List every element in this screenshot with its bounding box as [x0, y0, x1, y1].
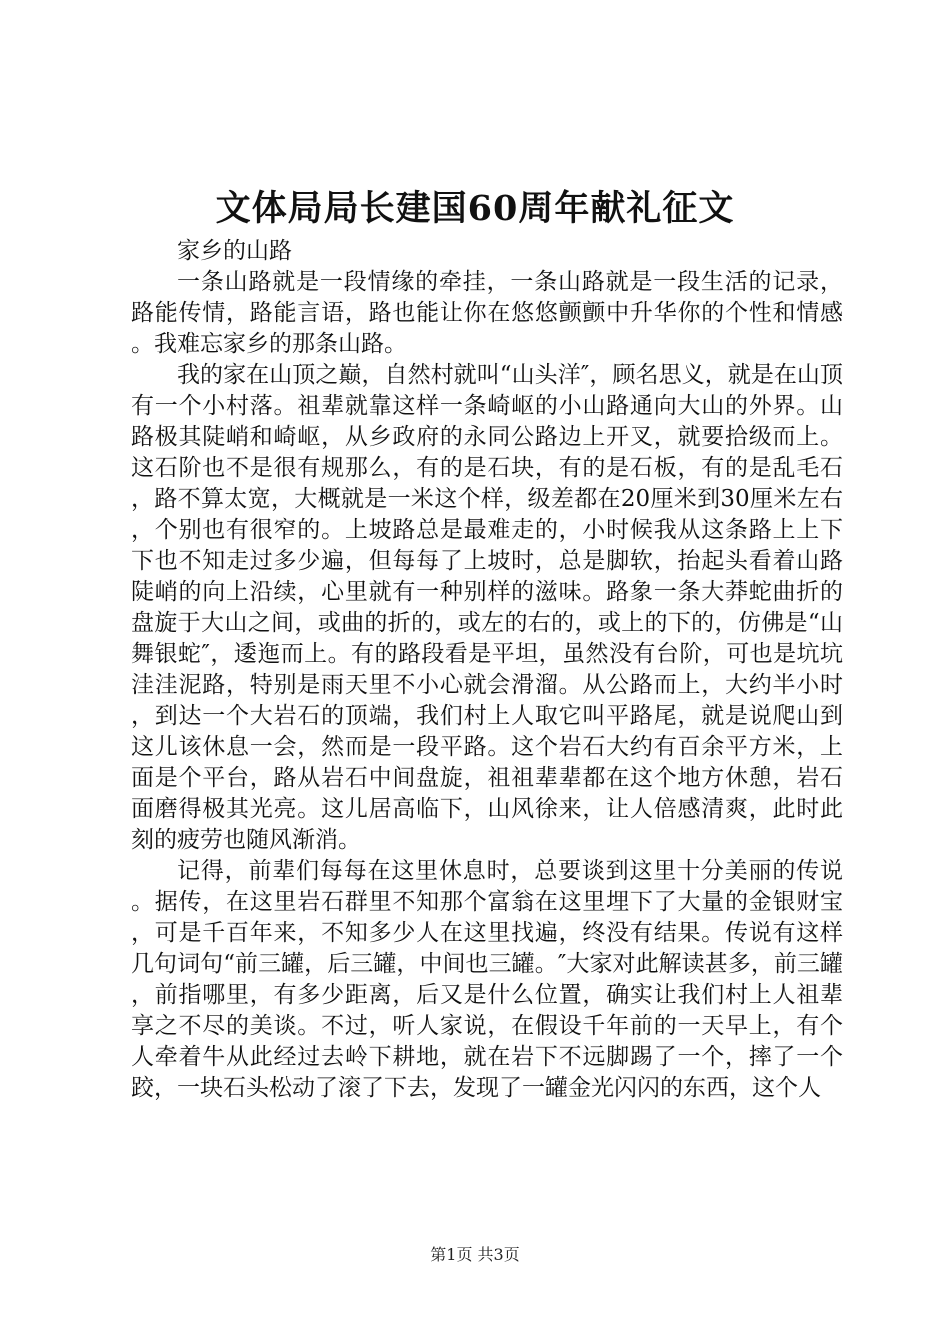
- paragraph: 我的家在山顶之巅，自然村就叫“山头洋″，顾名思义，就是在山顶有一个小村落。祖辈就靠这样一条崎岖的小山路通向大山的外界。山路极其陡峭和崎岖，从乡政府的永同公路边上开叉，就要拾级而上。这石阶也不是很有规那么，有的是石块，有的是石板，有的是乱毛石，路不算太宽，大概就是一米这个样，级差都在20厘米到30厘米左右，个别也有很窄的。上坡路总是最难走的，小时候我从这条路上上下下也不知走过多少遍，但每每了上坡时，总是脚软，抬起头看着山路陡峭的向上沿续，心里就有一种别样的滋味。路象一条大莽蛇曲折的盘旋于大山之间，或曲的折的，或左的右的，或上的下的，仿佛是“山舞银蛇″，逶迤而上。有的路段看是平坦，虽然没有台阶，可也是坑坑洼洼泥路，特别是雨天里不小心就会滑溜。从公路而上，大约半小时，到达一个大岩石的顶端，我们村上人取它叫平路尾，就是说爬山到这儿该休息一会，然而是一段平路。这个岩石大约有百余平方米，上面是个平台，路从岩石中间盘旋，祖祖辈辈都在这个地方休憩，岩石面磨得极其光亮。这儿居高临下，山风徐来，让人倍感清爽，此时此刻的疲劳也随风渐消。: [131, 362, 843, 853]
- document-body: [131, 236, 843, 1104]
- page-footer: 第1页 共3页: [430, 1245, 520, 1264]
- section-heading: 家乡的山路: [177, 238, 292, 264]
- document-title: 文体局局长建国60周年献礼征文: [215, 188, 735, 229]
- paragraph: 一条山路就是一段情缘的牵挂，一条山路就是一段生活的记录，路能传情，路能言语，路也能让你在悠悠颤颤中升华你的个性和情感。我难忘家乡的那条山路。: [131, 269, 843, 357]
- paragraph: 记得，前辈们每每在这里休息时，总要谈到这里十分美丽的传说。据传，在这里岩石群里不知那个富翁在这里埋下了大量的金银财宝，可是千百年来，不知多少人在这里找遍，终没有结果。传说有这样几句词句“前三罐，后三罐，中间也三罐。″大家对此解读甚多，前三罐，前指哪里，有多少距离，后又是什么位置，确实让我们村上人祖辈享之不尽的美谈。不过，听人家说，在假设千年前的一天早上，有个人牵着牛从此经过去岭下耕地，就在岩下不远脚踢了一个，摔了一个跤，一块石头松动了滚了下去，发现了一罐金光闪闪的东西，这个人: [131, 858, 843, 1101]
